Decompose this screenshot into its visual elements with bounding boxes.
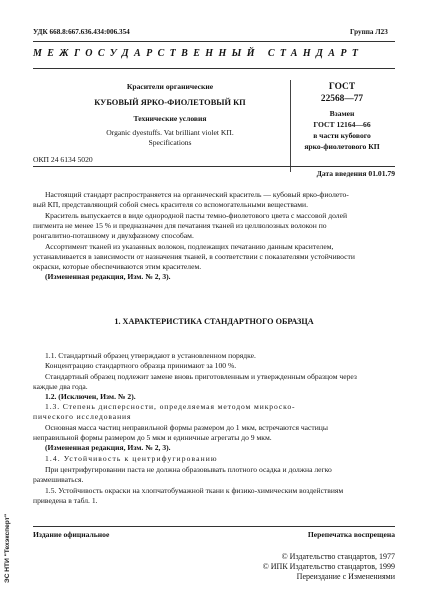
udk-code: УДК 668.8:667.636.434:006.354: [33, 28, 130, 36]
intro-p1-line1: Настоящий стандарт распространяется на органический краситель — кубовый ярко-фиолето-: [45, 190, 349, 199]
s1-4-body-line2: размешиваться.: [33, 475, 84, 484]
gost-replaced: ГОСТ 12164—66: [313, 120, 371, 129]
intro-p3-line3: окраски, которые обеспечиваются этим красителем.: [33, 262, 202, 271]
gost-instead: Взамен: [329, 109, 355, 118]
intro-p2-line2: пигмента не менее 15 % и предназначен для печатания тканей из целлюлозных волокон по: [33, 221, 327, 230]
date-introduction: Дата введения 01.01.79: [316, 169, 395, 178]
intro-p3-line1: Ассортимент тканей из указанных волокон, подлежащих печатанию данным красителем,: [45, 242, 334, 251]
s1-1-replacement-line2: каждые два года.: [33, 382, 88, 391]
s1-3-edition-note: (Измененная редакция, Изм. № 2, 3).: [45, 443, 171, 452]
s1-4-heading: 1.4. Устойчивость к центрифугированию: [45, 454, 218, 463]
title-line-1: Красители органические: [126, 82, 214, 91]
title-english-1: Organic dyestuffs. Vat brilliant violet KП.: [106, 128, 234, 137]
s1-2-excluded: 1.2. (Исключен, Изм. № 2).: [45, 392, 136, 401]
intro-p3-line2: устанавливается в зависимости от назначения тканей, в соответствии с показателями устойчивости: [33, 252, 355, 261]
footer-rule: [33, 526, 395, 527]
title-line-2: КУБОВЫЙ ЯРКО-ФИОЛЕТОВЫЙ КП: [94, 98, 246, 107]
gost-block-divider: [290, 80, 291, 172]
gost-label: ГОСТ: [328, 82, 356, 92]
gost-part-2: ярко-фиолетового КП: [304, 142, 380, 151]
copyright-1977: © Издательство стандартов, 1977: [281, 552, 395, 561]
intro-p1-line2: вый КП, представляющий собой смесь красителя со вспомогательными веществами.: [33, 200, 308, 209]
intro-p2-line1: Краситель выпускается в виде однородной пасты темно-фиолетового цвета с массовой долей: [45, 211, 348, 220]
copyright-1999: © ИПК Издательство стандартов, 1999: [262, 562, 395, 571]
s1-5-line2: приведена в табл. 1.: [33, 496, 98, 505]
gost-number: 22568—77: [320, 94, 364, 104]
intro-p2-line3: ронгалитно-поташному и двухфазному способам.: [33, 231, 194, 240]
gost-part-1: в части кубового: [313, 131, 371, 140]
s1-3-line1: 1.3. Степень дисперсности, определяемая методом микроско-: [45, 402, 296, 411]
s1-1-replacement-line1: Стандартный образец подлежит замене вновь приготовленным и утвержденным образцом через: [45, 372, 357, 381]
s1-5-line1: 1.5. Устойчивость окраски на хлопчатобумажной ткани к физико-химическим воздействиям: [45, 486, 344, 495]
intro-edition-note: (Измененная редакция, Изм. № 2, 3).: [45, 272, 171, 281]
side-watermark: ЭС НТИ "Техэксперт": [4, 513, 11, 583]
title-english-2: Specifications: [148, 138, 192, 147]
okp-code: ОКП 24 6134 5020: [33, 155, 93, 164]
banner-rule: [33, 68, 395, 69]
standard-banner: МЕЖГОСУДАРСТВЕННЫЙ СТАНДАРТ: [33, 48, 364, 59]
reissue-note: Переиздание с Изменениями: [296, 572, 395, 581]
date-rule: [33, 166, 395, 167]
group-code: Группа Л23: [350, 28, 388, 36]
section-1-heading: 1. ХАРАКТЕРИСТИКА СТАНДАРТНОГО ОБРАЗЦА: [114, 317, 314, 326]
top-rule: [33, 41, 395, 42]
official-edition: Издание официальное: [33, 530, 110, 539]
reprint-prohibited: Перепечатка воспрещена: [307, 530, 395, 539]
s1-1-line: 1.1. Стандартный образец утверждают в установленном порядке.: [45, 351, 256, 360]
s1-1-concentration: Концентрацию стандартного образца принимают за 100 %.: [45, 361, 237, 370]
s1-3-body-line1: Основная масса частиц неправильной формы размером до 1 мкм, встречаются частицы: [45, 423, 328, 432]
title-line-3: Технические условия: [133, 114, 207, 123]
s1-3-body-line2: неправильной формы размером до 5 мкм и единичные агрегаты до 9 мкм.: [33, 433, 272, 442]
s1-4-body-line1: При центрифугировании паста не должна образовывать плотного осадка и должна легко: [45, 465, 332, 474]
s1-3-line2: пического исследования: [33, 412, 132, 421]
